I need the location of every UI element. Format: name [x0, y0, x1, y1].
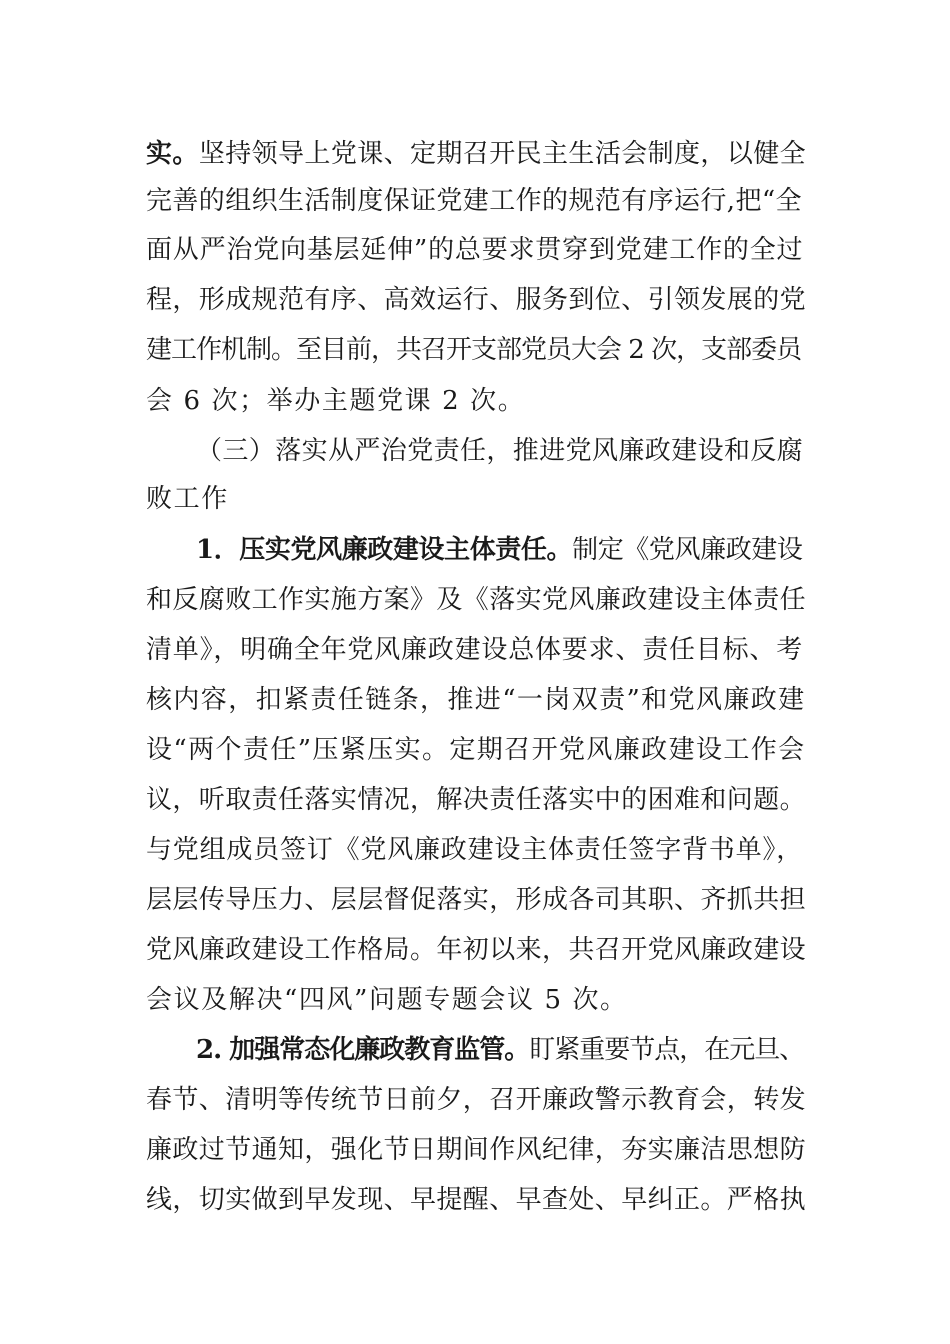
text-line: 设“两个责任”压紧压实。定期召开党风廉政建设工作会	[146, 735, 806, 765]
subsection-title: 2. 加强常态化廉政教育监管。	[196, 1035, 530, 1065]
text-line: 和反腐败工作实施方案》及《落实党风廉政建设主体责任	[146, 585, 807, 615]
text-line: 面从严治党向基层延伸”的总要求贯穿到党建工作的全过	[146, 235, 804, 265]
text-line: 程，形成规范有序、高效运行、服务到位、引领发展的党	[146, 285, 807, 315]
line-text: 制定《党风廉政建设	[572, 535, 803, 565]
text-line: 春节、清明等传统节日前夕，召开廉政警示教育会，转发	[146, 1085, 807, 1115]
line-text: 坚持领导上党课、定期召开民主生活会制度，以健全	[198, 139, 807, 169]
subsection-line	[196, 1032, 806, 1068]
text-line: 完善的组织生活制度保证党建工作的规范有序运行,把“全	[146, 186, 802, 216]
text-line: 会议及解决“四风”问题专题会议 5 次。	[146, 985, 628, 1015]
bold-lead: 实。	[146, 139, 199, 169]
text-line: 清单》，明确全年党风廉政建设总体要求、责任目标、考	[146, 635, 804, 665]
text-line: 党风廉政建设工作格局。年初以来，共召开党风廉政建设	[146, 935, 807, 965]
subsection-title: 1．压实党风廉政建设主体责任。	[196, 535, 573, 565]
text-line: 核内容，扣紧责任链条，推进“一岗双责”和党风廉政建	[146, 685, 806, 715]
text-line: 建工作机制。至目前，共召开支部党员大会 2 次，支部委员	[146, 335, 802, 365]
text-line: 会 6 次；举办主题党课 2 次。	[146, 386, 526, 416]
text-line: 层层传导压力、层层督促落实，形成各司其职、齐抓共担	[146, 885, 807, 915]
section-heading-cont: 败工作	[146, 484, 229, 514]
text-line: 线，切实做到早发现、早提醒、早查处、早纠正。严格执	[146, 1185, 807, 1215]
line-text: 盯紧重要节点，在元旦、	[529, 1035, 805, 1065]
text-line	[146, 136, 806, 172]
text-line: 与党组成员签订《党风廉政建设主体责任签字背书单》，	[146, 835, 804, 865]
text-line: 廉政过节通知，强化节日期间作风纪律，夯实廉洁思想防	[146, 1135, 807, 1165]
subsection-line	[196, 532, 806, 568]
section-heading: （三）落实从严治党责任，推进党风廉政建设和反腐	[196, 436, 804, 466]
text-line: 议，听取责任落实情况，解决责任落实中的困难和问题。	[146, 785, 807, 815]
